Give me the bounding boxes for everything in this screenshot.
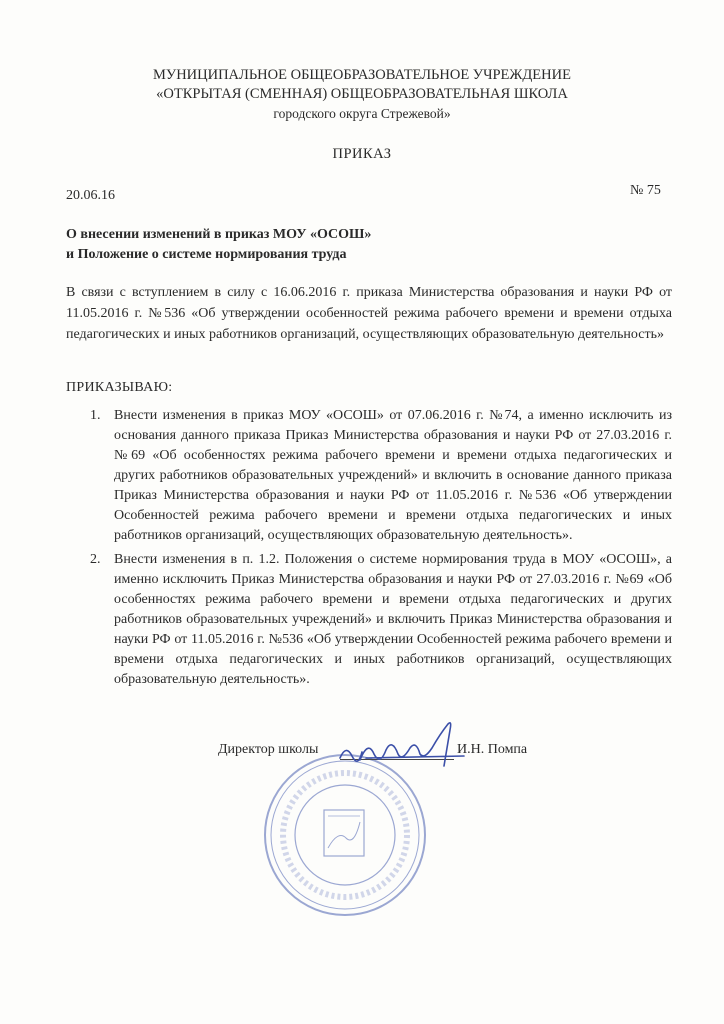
- preamble-paragraph: В связи с вступлением в силу с 16.06.2016 г. приказа Министерства образования и науки РФ от 11.05.2016 г. №536 «Об утверждении особенностей режима рабочего времени и времени отдыха педагогических и иных работников организаций, осуществляющих образовательную деятельность»: [66, 285, 672, 342]
- order-date: 20.06.16: [66, 188, 115, 203]
- subject-line-1: О внесении изменений в приказ МОУ «ОСОШ»: [66, 227, 372, 242]
- document-title: ПРИКАЗ: [332, 146, 392, 162]
- order-item-number: 1.: [90, 408, 101, 423]
- header-line-1: МУНИЦИПАЛЬНОЕ ОБЩЕОБРАЗОВАТЕЛЬНОЕ УЧРЕЖДЕНИЕ: [153, 67, 571, 83]
- official-seal-icon: [262, 752, 428, 918]
- header-line-3: городского округа Стрежевой»: [273, 106, 451, 121]
- order-item: [66, 406, 672, 546]
- order-number: № 75: [630, 183, 661, 198]
- signatory-role: Директор школы: [218, 742, 319, 757]
- order-items-list: [66, 406, 672, 694]
- order-item-text: Внести изменения в приказ МОУ «ОСОШ» от 07.06.2016 г. №74, а именно исключить из основания данного приказа Приказ Министерства образования и науки РФ от 27.03.2016 г. №69 «Об особенностях режима рабочего времени и времени отдыха педагогических и других работников образовательных учреждений» и включить в основание данного приказа Приказ Министерства образования и науки РФ от 11.05.2016 г. №536 «Об утверждении Особенностей режима рабочего времени и времени отдыха педагогических и иных работников организаций, осуществляющих образовательную деятельность».: [114, 408, 672, 543]
- order-subject: [66, 225, 371, 265]
- order-item-number: 2.: [90, 552, 101, 567]
- signatory-name: И.Н. Помпа: [457, 742, 528, 757]
- handwritten-signature-icon: [336, 718, 470, 776]
- institution-header: [0, 66, 724, 123]
- header-line-2: «ОТКРЫТАЯ (СМЕННАЯ) ОБЩЕОБРАЗОВАТЕЛЬНАЯ ШКОЛА: [156, 86, 568, 102]
- order-directive-word: ПРИКАЗЫВАЮ:: [66, 380, 173, 395]
- order-item: [66, 550, 672, 690]
- subject-line-2: и Положение о системе нормирования труда: [66, 247, 347, 262]
- order-item-text: Внести изменения в п. 1.2. Положения о системе нормирования труда в МОУ «ОСОШ», а именно исключить Приказ Министерства образования и науки РФ от 27.03.2016 г. №69 «Об особенностях режима рабочего времени и времени отдыха педагогических и других работников образовательных учреждений» и включить Приказ Министерства образования и науки РФ от 11.05.2016 г. №536 «Об утверждении Особенностей режима рабочего времени и времени отдыха педагогических и иных работников организаций, осуществляющих образовательную деятельность».: [114, 552, 672, 687]
